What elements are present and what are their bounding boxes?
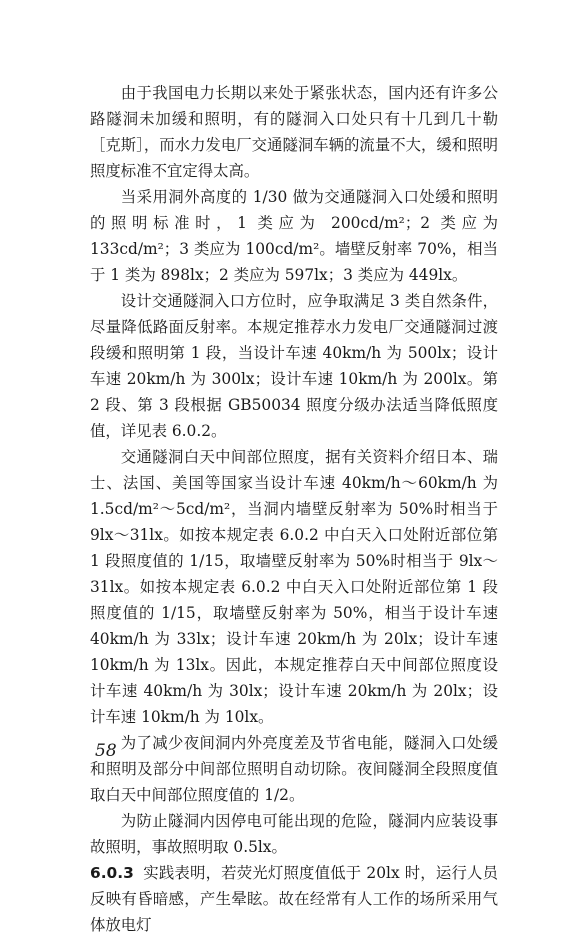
paragraph-entrance-design: 设计交通隧洞入口方位时，应争取满足 3 类自然条件，尽量降低路面反射率。本规定推荐水力发电厂交通隧洞过渡段缓和照明第 1 段，当设计车速 40km/h 为 500lx；设计车速 20km/h 为 300lx；设计车速 10km/h 为 200lx。第 2 段、第 3 段根据 GB50034 照度分级办法适当降低照度值，详见表 6.0.2。 <box>90 292 498 440</box>
paragraph-night-lighting: 为了减少夜间洞内外亮度差及节省电能，隧洞入口处缓和照明及部分中间部位照明自动切除。夜间隧洞全段照度值取白天中间部位照度值的 1/2。 <box>90 734 498 804</box>
paragraph-entrance-standard: 当采用洞外高度的 1/30 做为交通隧洞入口处缓和照明的照明标准时，1 类应为 200cd/m²；2 类应为 133cd/m²；3 类应为 100cd/m²。墙壁反射率 70%，相当于 1 类为 898lx；2 类应为 597lx；3 类应为 449lx。 <box>90 188 498 284</box>
clause-text: 实践表明，若荧光灯照度值低于 20lx 时，运行人员反映有昏暗感，产生晕眩。故在经常有人工作的场所采用气体放电灯 <box>90 864 498 934</box>
body-text <box>90 80 498 938</box>
clause-paragraph <box>90 860 498 938</box>
clause-number: 6.0.3 <box>90 864 134 882</box>
paragraph-middle-illuminance: 交通隧洞白天中间部位照度，据有关资料介绍日本、瑞士、法国、美国等国家当设计车速 40km/h～60km/h 为 1.5cd/m²～5cd/m²，当洞内墙壁反射率为 50%时相当于 9lx～31lx。如按本规定表 6.0.2 中白天入口处附近部位第 1 段照度值的 1/15，取墙壁反射率为 50%时相当于 9lx～31lx。如按本规定表 6.0.2 中白天入口处附近部位第 1 段照度值的 1/15，取墙壁反射率为 50%，相当于设计车速 40km/h 为 33lx；设计车速 20km/h 为 20lx；设计车速 10km/h 为 13lx。因此，本规定推荐白天中间部位照度设计车速 40km/h 为 30lx；设计车速 20km/h 为 20lx；设计车速 10km/h 为 10lx。 <box>90 448 498 726</box>
paragraph-lighting-status: 由于我国电力长期以来处于紧张状态，国内还有许多公路隧洞未加缓和照明，有的隧洞入口处只有十几到几十勒［克斯］，而水力发电厂交通隧洞车辆的流量不大，缓和照明照度标准不宜定得太高。 <box>90 84 498 180</box>
page-number: 58 <box>95 741 117 761</box>
paragraph-emergency-lighting: 为防止隧洞内因停电可能出现的危险，隧洞内应装设事故照明，事故照明取 0.5lx。 <box>90 812 498 856</box>
